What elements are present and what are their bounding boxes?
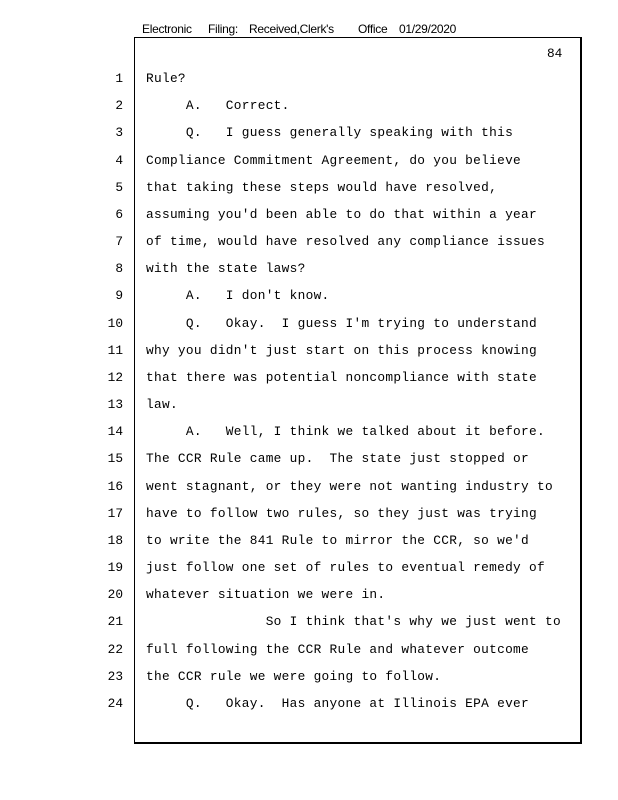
line-number: 20 [107,587,123,603]
line-text: The CCR Rule came up. The state just stopped or [146,451,530,467]
transcript-line [0,533,618,560]
transcript-line [0,343,618,370]
line-text: with the state laws? [146,261,306,277]
transcript-line [0,98,618,125]
transcript-line [0,506,618,533]
line-text: whatever situation we were in. [146,587,386,603]
transcript-line [0,234,618,261]
line-text: of time, would have resolved any compliance issues [146,234,545,250]
line-text: that there was potential noncompliance with state [146,369,537,385]
line-number: 8 [115,261,123,277]
line-number: 1 [115,71,123,86]
line-text: went stagnant, or they were not wanting industry to [146,478,553,494]
line-text: the CCR rule we were going to follow. [146,668,442,684]
line-text: A. Correct. [146,98,290,114]
page-number: 84 [547,46,563,61]
line-text: why you didn't just start on this process knowing [146,342,537,358]
transcript-line [0,424,618,451]
filing-label: Filing: [208,22,238,36]
filing-office: Office [358,22,388,36]
line-text: just follow one set of rules to eventual remedy of [146,560,545,576]
transcript-line [0,207,618,234]
line-number: 19 [107,560,123,576]
line-number: 5 [115,179,123,195]
transcript-line [0,180,618,207]
transcript-line [0,587,618,614]
line-number: 7 [115,234,123,250]
line-text: full following the CCR Rule and whatever outcome [146,641,530,657]
transcript-line [0,261,618,288]
line-number: 6 [115,206,123,222]
transcript-line [0,125,618,152]
line-text: law. [146,397,178,413]
transcript-line [0,288,618,315]
line-number: 15 [107,451,123,467]
filing-electronic: Electronic [142,22,192,36]
line-text: A. Well, I think we talked about it before. [146,424,545,440]
line-text: So I think that's why we just went to [146,614,561,630]
transcript-line [0,669,618,696]
line-number: 3 [115,125,123,141]
line-text: that taking these steps would have resolved, [146,179,498,195]
filing-date: 01/29/2020 [399,22,457,36]
line-number: 22 [107,641,123,657]
line-text: assuming you'd been able to do that within a year [146,206,537,222]
line-number: 9 [115,288,123,304]
line-number: 14 [107,424,123,440]
line-number: 24 [107,695,123,711]
line-text: Q. Okay. I guess I'm trying to understand [146,315,537,331]
transcript-line [0,451,618,478]
transcript-line [0,370,618,397]
line-number: 23 [107,668,123,684]
line-number: 18 [107,532,123,548]
line-number: 12 [107,369,123,385]
transcript-line [0,153,618,180]
line-text: A. I don't know. [146,288,330,304]
line-number: 2 [115,98,123,114]
line-number: 4 [115,152,123,168]
line-text: have to follow two rules, so they just was trying [146,505,537,521]
line-text: Q. Okay. Has anyone at Illinois EPA ever [146,695,530,711]
line-number: 16 [107,478,123,494]
transcript-line [0,642,618,669]
line-number: 21 [107,614,123,630]
line-number: 17 [107,505,123,521]
transcript-line [0,614,618,641]
transcript-line [0,560,618,587]
transcript-line [0,696,618,723]
transcript-line [0,71,618,98]
line-number: 11 [107,342,123,358]
filing-received: Received,Clerk's [249,22,334,36]
transcript-line [0,316,618,343]
transcript-line [0,479,618,506]
line-number: 13 [107,397,123,413]
line-text: Rule? [146,71,186,86]
line-number: 10 [107,315,123,331]
line-text: to write the 841 Rule to mirror the CCR, so we'd [146,532,530,548]
line-text: Q. I guess generally speaking with this [146,125,514,141]
line-text: Compliance Commitment Agreement, do you believe [146,152,522,168]
transcript-line [0,397,618,424]
